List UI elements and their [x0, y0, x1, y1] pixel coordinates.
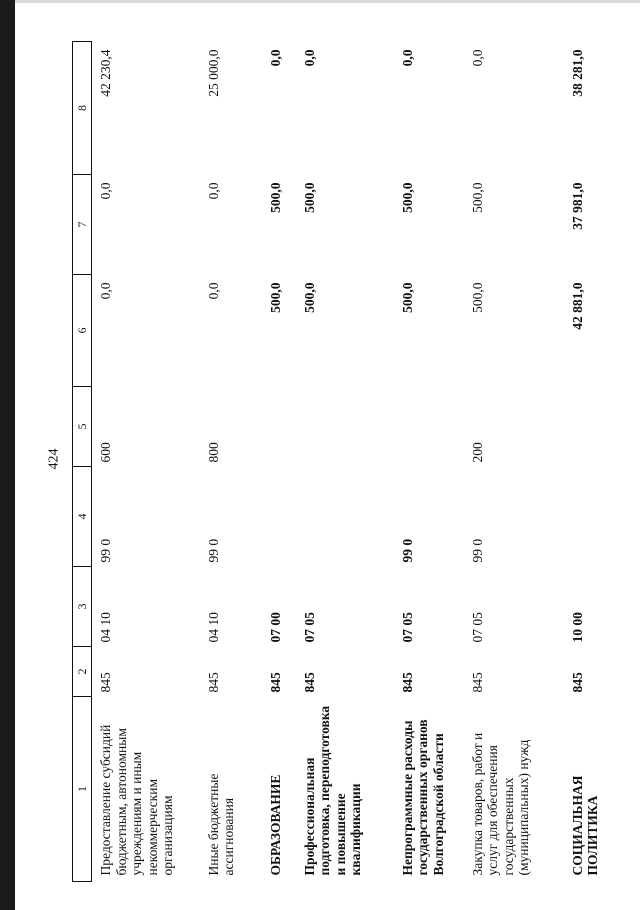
cell-code-3: 07 05: [301, 612, 317, 643]
cell-code-4: 99 0: [399, 538, 415, 563]
row-name: Закупка товаров, работ и услуг для обеспечения государственных (муниципальных) нужд: [469, 732, 532, 876]
cell-code-5: 200: [469, 442, 485, 463]
header-row: [73, 42, 92, 882]
cell-value-6: 0,0: [205, 282, 221, 300]
header-col-7: 7: [73, 175, 92, 275]
cell-code-5: [394, 387, 464, 467]
cell-code-5: 800: [205, 442, 221, 463]
cell-value-8: 25 000,0: [205, 49, 221, 97]
scan-edge: [0, 0, 15, 910]
cell-value-6: 500,0: [469, 282, 485, 313]
table-row: [200, 42, 262, 882]
cell-code-2: 845: [205, 672, 221, 693]
cell-value-8: 42 230,4: [98, 49, 113, 97]
cell-code-4: 99 0: [205, 538, 221, 563]
cell-code-2: 845: [569, 672, 585, 693]
row-name: Предоставление субсидий бюджетным, автономным учреждениям и иным некоммерческим организациям: [98, 724, 176, 876]
header-col-6: 6: [73, 275, 92, 387]
cell-value-6: 42 881,0: [569, 282, 585, 330]
cell-code-4: 99 0: [98, 538, 113, 563]
cell-value-8: 0,0: [469, 49, 485, 67]
budget-table: [72, 41, 605, 882]
cell-code-3: 07 00: [267, 612, 283, 643]
row-name: Профессиональная подготовка, переподготовка и повышение квалификации: [301, 705, 364, 876]
cell-value-8: 0,0: [399, 49, 415, 67]
cell-value-7: 0,0: [205, 182, 221, 200]
cell-code-5: [262, 387, 296, 467]
cell-code-2: 845: [399, 672, 415, 693]
cell-value-8: 38 281,0: [569, 49, 585, 97]
cell-value-7: 500,0: [469, 182, 485, 213]
cell-code-3: 10 00: [569, 612, 585, 643]
row-name: СОЦИАЛЬНАЯ ПОЛИТИКА: [569, 775, 601, 876]
header-col-4: 4: [73, 467, 92, 567]
table-row: [262, 42, 296, 882]
cell-code-4: [564, 467, 605, 567]
cell-value-7: 500,0: [301, 182, 317, 213]
cell-code-2: 845: [267, 672, 283, 693]
cell-value-7: 0,0: [98, 182, 113, 200]
cell-value-6: 500,0: [301, 282, 317, 313]
cell-code-5: [296, 387, 394, 467]
header-col-5: 5: [73, 387, 92, 467]
cell-code-2: 845: [469, 672, 485, 693]
cell-code-5: 600: [98, 442, 113, 463]
cell-value-6: 500,0: [267, 282, 283, 313]
rotated-page: [72, 42, 602, 882]
cell-value-8: 0,0: [267, 49, 283, 67]
cell-code-5: [564, 387, 605, 467]
row-name: ОБРАЗОВАНИЕ: [267, 774, 283, 876]
page-number: 424: [46, 448, 62, 470]
cell-value-6: 500,0: [399, 282, 415, 313]
cell-code-4: 99 0: [469, 538, 485, 563]
table-body: [92, 42, 605, 882]
row-name: Непрограммные расходы государственных органов Волгоградской области: [399, 719, 446, 876]
row-name: Иные бюджетные ассигнования: [205, 773, 237, 876]
cell-code-2: 845: [301, 672, 317, 693]
header-col-3: 3: [73, 567, 92, 647]
table-row: [92, 42, 200, 882]
cell-code-3: 07 05: [469, 612, 485, 643]
cell-code-3: 04 10: [98, 612, 113, 643]
cell-value-6: 0,0: [98, 282, 113, 300]
scan-top-edge: [15, 0, 640, 3]
cell-value-7: 500,0: [267, 182, 283, 213]
header-col-1: 1: [73, 697, 92, 882]
cell-code-3: 04 10: [205, 612, 221, 643]
table-row: [394, 42, 464, 882]
cell-value-7: 37 981,0: [569, 182, 585, 230]
cell-code-4: [262, 467, 296, 567]
cell-code-4: [296, 467, 394, 567]
cell-code-3: 07 05: [399, 612, 415, 643]
table-row: [564, 42, 605, 882]
header-col-8: 8: [73, 42, 92, 175]
cell-value-7: 500,0: [399, 182, 415, 213]
table-row: [296, 42, 394, 882]
header-col-2: 2: [73, 647, 92, 697]
cell-value-8: 0,0: [301, 49, 317, 67]
table-row: [464, 42, 564, 882]
cell-code-2: 845: [98, 672, 113, 693]
